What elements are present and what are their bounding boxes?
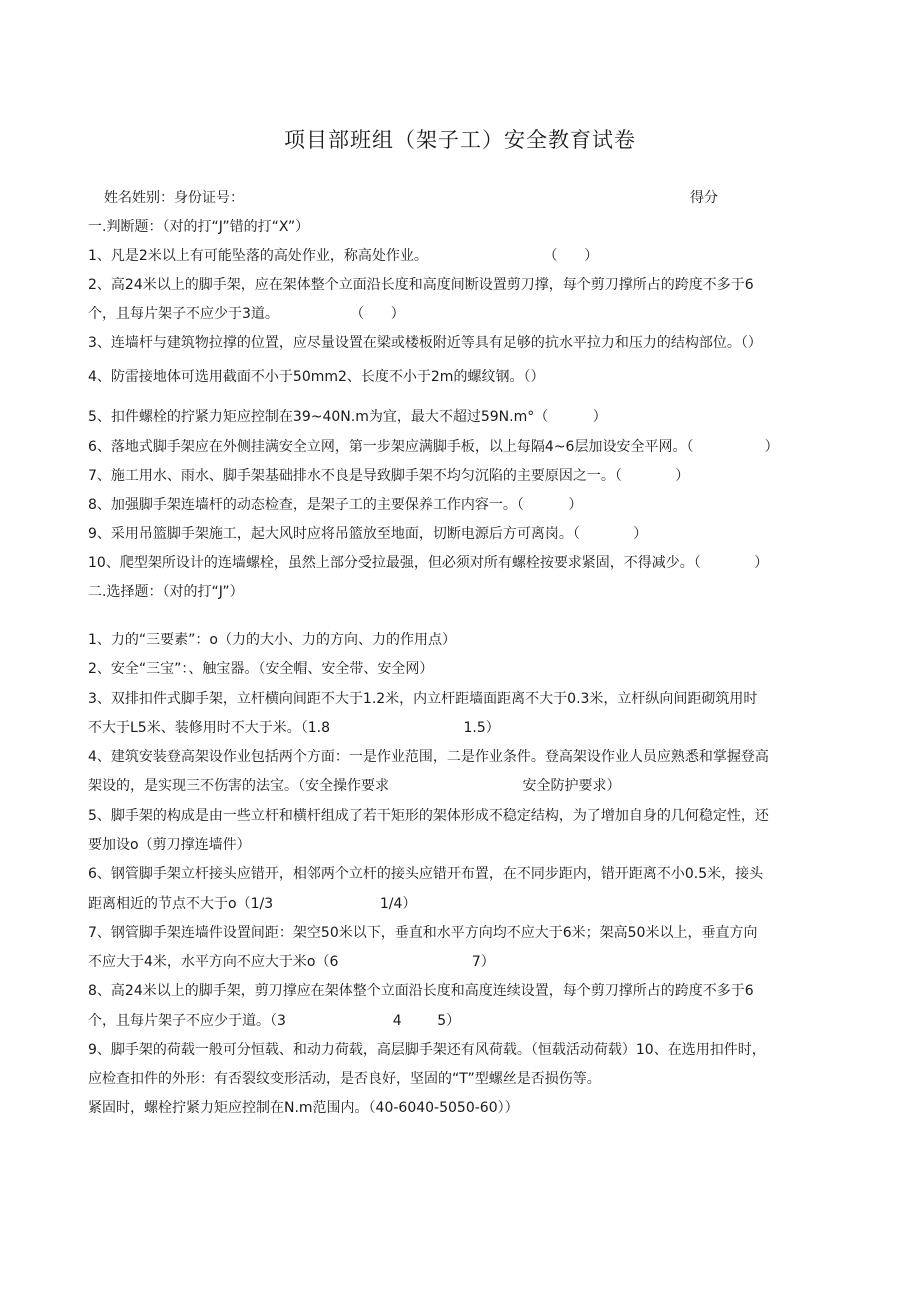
question-1-2-cont: 个，且每片架子不应少于3道。 （ ）	[88, 306, 405, 322]
question-2-7: 7、钢管脚手架连墙件设置间距：架空50米以下，垂直和水平方向均不应大于6米；架高50米以上，垂直方向	[88, 925, 758, 941]
question-2-1: 1、力的“三要素”：o（力的大小、力的方向、力的作用点）	[88, 632, 456, 648]
name-id-row: 姓名姓别：身份证号：	[104, 190, 244, 206]
question-1-8: 8、加强脚手架连墙杆的动态检查，是架子工的主要保养工作内容一。（ ）	[88, 497, 583, 513]
question-2-6: 6、钢管脚手架立杆接头应错开，相邻两个立杆的接头应错开布置，在不同步距内，错开距离不小0.5米，接头	[88, 866, 764, 882]
question-2-9: 9、脚手架的荷载一般可分恒载、和动力荷载，高层脚手架还有风荷载。（恒载活动荷载）10、在选用扣件时，	[88, 1042, 766, 1058]
question-2-4-cont: 架设的，是实现三不伤害的法宝。（安全操作要求 安全防护要求）	[88, 778, 621, 794]
section2-heading: 二.选择题：（对的打“J”）	[88, 584, 244, 600]
question-1-6: 6、落地式脚手架应在外侧挂满安全立网，第一步架应满脚手板，以上每隔4~6层加设安全平网。（ ）	[88, 439, 779, 455]
question-1-7: 7、施工用水、雨水、脚手架基础排水不良是导致脚手架不均匀沉陷的主要原因之一。（ ）	[88, 468, 690, 484]
question-2-10: 应检查扣件的外形：有否裂纹变形活动，是否良好，坚固的“T”型螺丝是否损伤等。	[88, 1071, 601, 1087]
question-2-3: 3、双排扣件式脚手架，立杆横向间距不大于1.2米，内立杆距墙面距离不大于0.3米，立杆纵向间距砌筑用时	[88, 691, 758, 707]
question-2-2: 2、安全“三宝”：、触宝器。（安全帽、安全带、安全网）	[88, 661, 434, 677]
question-2-8: 8、高24米以上的脚手架，剪刀撑应在架体整个立面沿长度和高度连续设置，每个剪刀撑所占的跨度不多于6	[88, 983, 754, 999]
question-1-4: 4、防雷接地体可选用截面不小于50mm2、长度不小于2m的螺纹钢。（）	[88, 369, 545, 385]
question-1-9: 9、采用吊篮脚手架施工，起大风时应将吊篮放至地面，切断电源后方可离岗。（ ）	[88, 526, 648, 542]
page-title: 项目部班组（架子工）安全教育试卷	[284, 128, 636, 152]
question-2-4: 4、建筑安装登高架设作业包括两个方面：一是作业范围，二是作业条件。登高架设作业人员应熟悉和掌握登高	[88, 749, 769, 765]
question-2-10-cont: 紧固时，螺栓拧紧力矩应控制在N.m范围内。（40-6040-5050-60））	[88, 1100, 519, 1116]
question-2-8-cont: 个，且每片架子不应少于道。（3 4 5）	[88, 1013, 461, 1029]
question-1-10: 10、爬型架所设计的连墙螺栓，虽然上部分受拉最强，但必须对所有螺栓按要求紧固，不得减少。（ ）	[88, 555, 769, 571]
question-1-3: 3、连墙杆与建筑物拉撑的位置，应尽量设置在梁或楼板附近等具有足够的抗水平拉力和压力的结构部位。（）	[88, 335, 762, 351]
section1-heading: 一.判断题：（对的打“J”错的打“X”）	[88, 219, 310, 235]
question-2-3-cont: 不大于L5米、装修用时不大于米。（1.8 1.5）	[88, 720, 500, 736]
question-2-7-cont: 不应大于4米，水平方向不应大于米o（6 7）	[88, 954, 495, 970]
score-label: 得分	[690, 190, 718, 206]
question-1-5: 5、扣件螺栓的拧紧力矩应控制在39~40N.m为宜，最大不超过59N.m°（ ）	[88, 409, 607, 425]
question-1-1: 1、凡是2米以上有可能坠落的高处作业，称高处作业。 （ ）	[88, 248, 599, 264]
question-2-5-cont: 要加设o（剪刀撑连墙件）	[88, 837, 251, 853]
question-2-5: 5、脚手架的构成是由一些立杆和横杆组成了若干矩形的架体形成不稳定结构，为了增加自身的几何稳定性，还	[88, 808, 769, 824]
question-1-2: 2、高24米以上的脚手架，应在架体整个立面沿长度和高度间断设置剪刀撑，每个剪刀撑所占的跨度不多于6	[88, 277, 754, 293]
question-2-6-cont: 距离相近的节点不大于o（1/3 1/4）	[88, 896, 417, 912]
